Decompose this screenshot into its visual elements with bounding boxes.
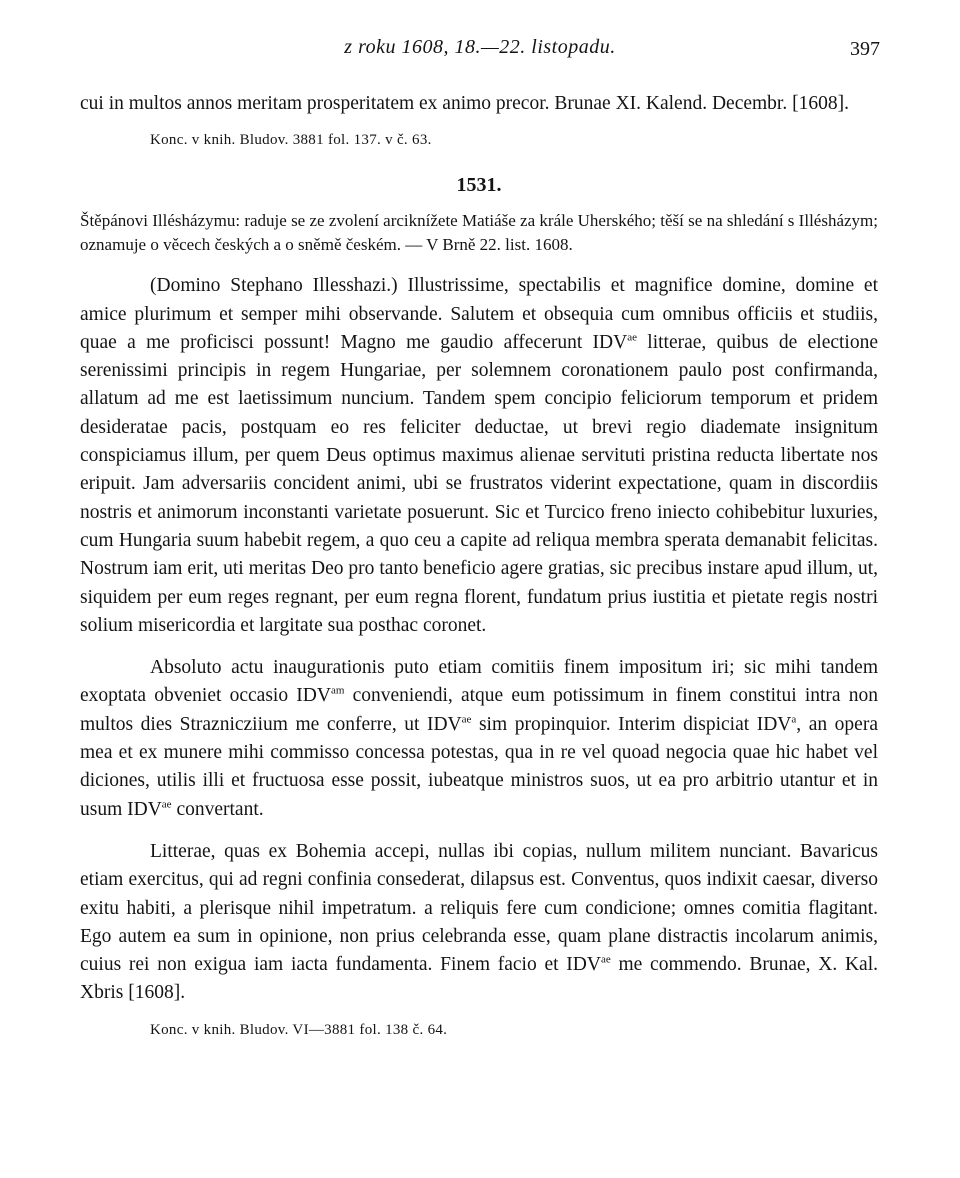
text-body bbox=[80, 90, 878, 1040]
previous-letter-closing: cui in multos annos meritam prosperitatem ex animo precor. Brunae XI. Kalend. Decembr. [1608]. bbox=[80, 93, 849, 114]
paragraph-text: (Domino Stephano Illesshazi.) Illustrissime, spectabilis et magnifice domine, domine et amice plurimum et semper mihi observande. Salutem et obsequia cum omnibus officiis et studiis, quae a me proficisci possunt! Magno me gaudio affecerunt IDV bbox=[80, 275, 878, 353]
paragraph-text: convertant. bbox=[171, 798, 264, 820]
superscript: ae bbox=[461, 713, 472, 726]
paragraph-text: Absoluto actu inaugurationis puto etiam comitiis finem impositum iri; sic mihi tandem exoptata obveniet occasio IDV bbox=[80, 657, 878, 707]
previous-letter-source: Konc. v knih. Bludov. 3881 fol. 137. v č. 63. bbox=[150, 132, 432, 149]
letter-number: 1531. bbox=[456, 174, 502, 197]
letter-source: Konc. v knih. Bludov. VI—3881 fol. 138 č. 64. bbox=[150, 1021, 448, 1038]
paragraph-text: Litterae, quas ex Bohemia accepi, nullas ibi copias, nullum militem nunciant. Bavaricus etiam exercitus, qui ad regni confinia consederat, dilapsus est. Conventus, quos indixit caesar, diverso exitu habiti, a plerisque nihil impetratum. a reliquis fere cum condicione; omnes comitia flagitant. Ego autem ea sum in opinione, non prius celebranda esse, quam plane distractis incolarum animis, cuius rei non exigua iam iacta fundamenta. Finem facio et IDV bbox=[80, 840, 878, 976]
running-head bbox=[80, 36, 880, 66]
superscript: ae bbox=[627, 331, 637, 344]
paragraph-text: sim propinquior. Interim dispiciat IDV bbox=[471, 713, 792, 735]
paragraph-text: , an opera mea et ex munere mihi commisso concessa potestas, qua in re vel quoad negocia quae hic habet vel diciones, utilis illi et fructuosa esse possit, iubeatque ministros suos, ut ea pro arbitrio utantur et in usum IDV bbox=[80, 713, 878, 820]
paragraph-text: litterae, quibus de electione serenissimi principis in regem Hungariae, per solemnem coronationem paulo post confirmanda, allatum ad me est laetissimum nuncium. Tandem spem concipio feliciorum temporum et pridem desideratae pacis, postquam eo res feliciter deductae, ut brevi regio diademate insignitum conspiciamus illum, per quem Deus optimus maximus alienae servituti pristina reducta libertate nos eripuit. Jam adversariis concident animi, ubi se frustratos viderint expectatione, quam in discordiis nostris et animorum inconstanti varietate posuerunt. Sic et Turcico freno iniecto cohibebitur luxuries, cum Hungaria suum habebit regem, a quo ceu a capite ad reliqua membra sperata demanabit felicitas. Nostrum iam erit, uti meritas Deo pro tanto beneficio agere gratias, sic precibus instare apud illum, ut, siquidem per eum reges regnant, per eum regna florent, fundatum prius iustitia et pietate regis nostri solium misericordia et largitate sua posthac coronet. bbox=[80, 331, 878, 636]
letter-paragraph-3 bbox=[80, 838, 878, 1008]
letter-paragraph-2 bbox=[80, 654, 878, 824]
superscript: ae bbox=[600, 953, 611, 966]
letter-paragraph-1 bbox=[80, 272, 878, 640]
running-title: z roku 1608, 18.—22. listopadu. bbox=[344, 36, 616, 58]
paragraph-text: conveniendi, atque eum potissimum in finem constitui intra non multos dies Straznicziium me conferre, ut IDV bbox=[80, 685, 878, 735]
page-number: 397 bbox=[850, 38, 880, 60]
superscript: a bbox=[791, 713, 797, 726]
superscript: am bbox=[330, 684, 345, 697]
letter-summary: Štěpánovi Illésházymu: raduje se ze zvolení arciknížete Matiáše za krále Uherského; těší se na shledání s Illésházym; oznamuje o věcech českých a o sněmě českém. — V Brně 22. list. 1608. bbox=[80, 211, 878, 255]
paragraph-text: me commendo. Brunae, X. Kal. Xbris [1608]. bbox=[80, 954, 878, 1004]
superscript: ae bbox=[161, 798, 172, 811]
